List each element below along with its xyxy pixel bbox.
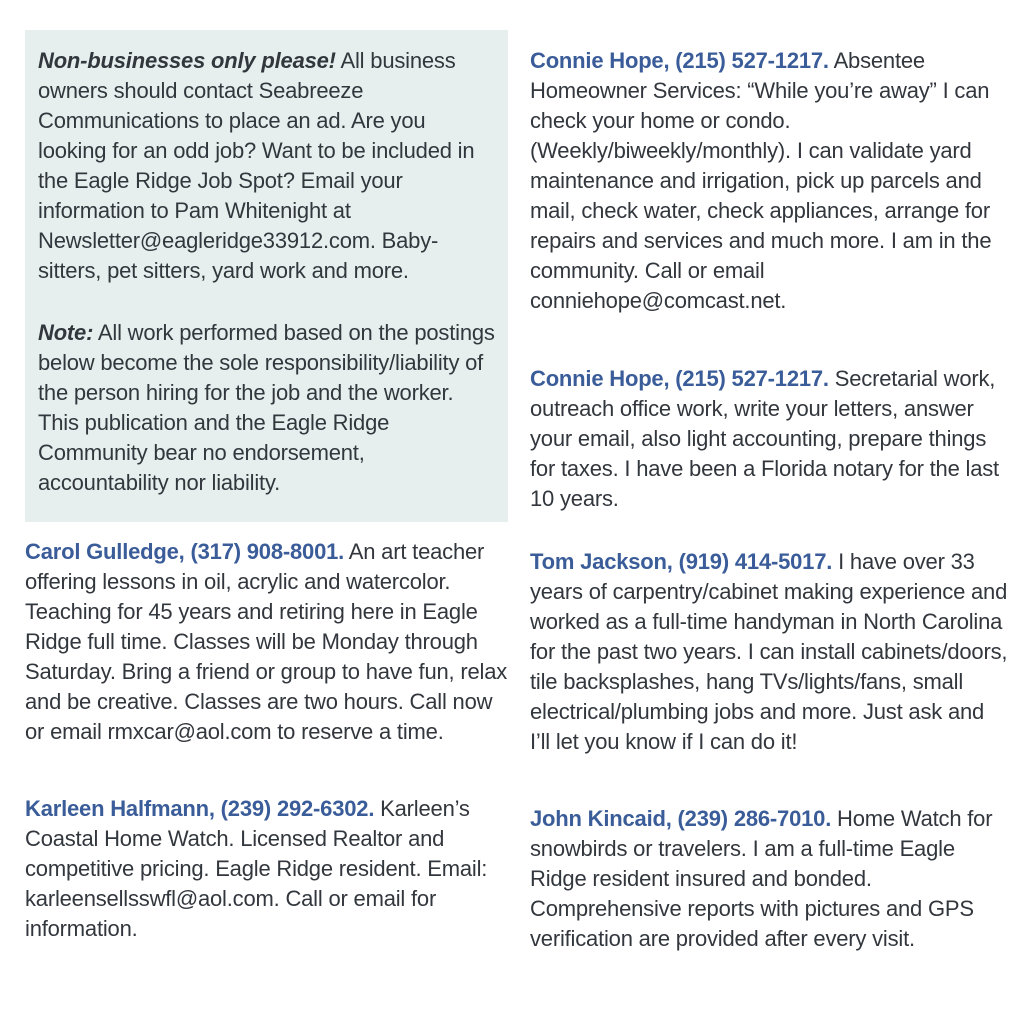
listing (25, 537, 508, 747)
listing (25, 794, 508, 944)
listing-contact: Tom Jackson, (919) 414-5017. (530, 549, 833, 574)
listing-contact: Connie Hope, (215) 527-1217. (530, 48, 829, 73)
listing-text: An art teacher offering lessons in oil, acrylic and watercolor. Teaching for 45 years and retiring here in Eagle Ridge full time. Classes will be Monday through Saturday. Bring a friend or group to have fun, relax and be creative. Classes are two hours. Call now or email rmxcar@aol.com to reserve a time. (25, 539, 508, 744)
listing-contact: Karleen Halfmann, (239) 292-6302. (25, 796, 375, 821)
listing (530, 547, 1008, 757)
notice-text: All business owners should contact Seabreeze Communications to place an ad. Are you looking for an odd job? Want to be included in the Eagle Ridge Job Spot? Email your information to Pam Whitenight at Newsletter@eagleridge33912.com. Baby-sitters, pet sitters, yard work and more. (38, 48, 475, 283)
listing-text: Home Watch for snowbirds or travelers. I am a full-time Eagle Ridge resident insured and bonded. Comprehensive reports with pictures and GPS verification are provided after every visit. (530, 806, 993, 951)
listing-text: Karleen’s Coastal Home Watch. Licensed Realtor and competitive pricing. Eagle Ridge resident. Email: karleensellsswfl@aol.com. Call or email for information. (25, 796, 488, 941)
listing (530, 46, 1008, 316)
notice-lead: Non-businesses only please! (38, 48, 336, 73)
notice-paragraph (38, 318, 496, 498)
listing-contact: John Kincaid, (239) 286-7010. (530, 806, 832, 831)
listing-contact: Carol Gulledge, (317) 908-8001. (25, 539, 345, 564)
notice-text: All work performed based on the postings below become the sole responsibility/liability of the person hiring for the job and the worker. This publication and the Eagle Ridge Community bear no endorsement, accountability nor liability. (38, 320, 495, 495)
listing-text: Secretarial work, outreach office work, write your letters, answer your email, also light accounting, prepare things for taxes. I have been a Florida notary for the last 10 years. (530, 366, 999, 511)
listing (530, 804, 1008, 954)
notice-paragraph (38, 46, 496, 286)
left-column (25, 30, 508, 944)
listing-text: Absentee Homeowner Services: “While you’re away” I can check your home or condo. (Weekly/biweekly/monthly). I can validate yard maintenance and irrigation, pick up parcels and mail, check water, check appliances, arrange for repairs and services and much more. I am in the community. Call or email conniehope@comcast.net. (530, 48, 992, 313)
listing (530, 364, 1008, 514)
notice-lead: Note: (38, 320, 94, 345)
notice-box (25, 30, 508, 522)
listing-text: I have over 33 years of carpentry/cabinet making experience and worked as a full-time handyman in North Carolina for the past two years. I can install cabinets/doors, tile backsplashes, hang TVs/lights/fans, small electrical/plumbing jobs and more. Just ask and I’ll let you know if I can do it! (530, 549, 1008, 754)
listing-contact: Connie Hope, (215) 527-1217. (530, 366, 829, 391)
two-column-layout (25, 30, 1008, 954)
right-column (530, 30, 1008, 954)
